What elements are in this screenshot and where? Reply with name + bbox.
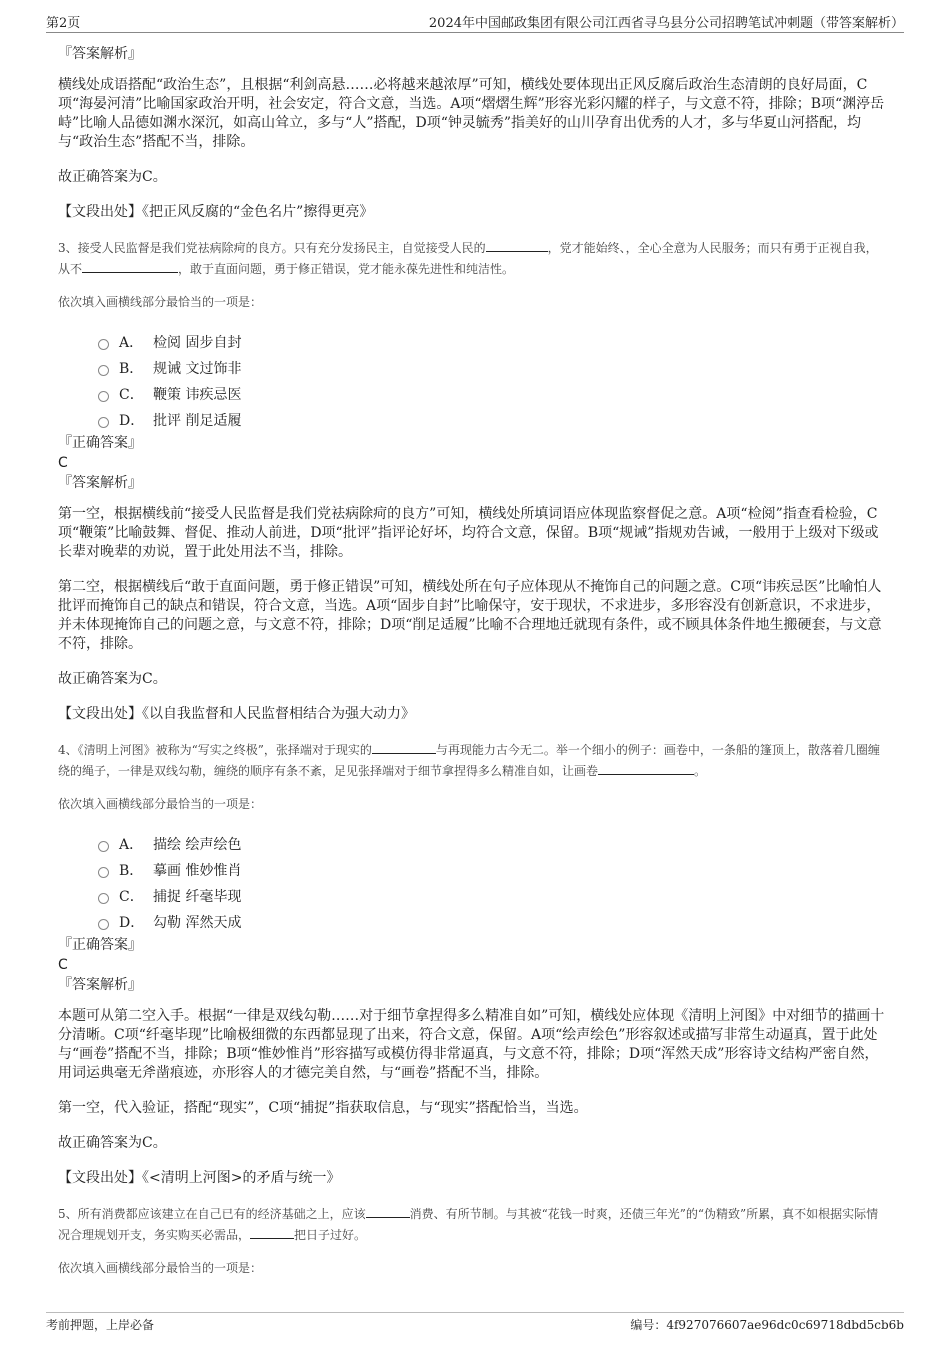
source-citation: 【文段出处】《<清明上河图>的矛盾与统一》: [58, 1170, 341, 1186]
radio-icon[interactable]: [98, 919, 109, 930]
source-citation: 【文段出处】《把正风反腐的“金色名片”擦得更亮》: [58, 204, 374, 220]
question-5-prompt: 依次填入画横线部分最恰当的一项是：: [58, 1261, 263, 1275]
question-5-stem: 5、所有消费都应该建立在自己已有的经济基础之上，应该 消费、有所节制。与其被“花钱一时爽，还债三年光”的“伪精致”所累，真不如根据实际情况合理规划开支，务实购买必需品， 把日子过好。: [58, 1207, 879, 1242]
radio-icon[interactable]: [98, 893, 109, 904]
radio-icon[interactable]: [98, 391, 109, 402]
analysis-label: 『答案解析』: [58, 46, 142, 62]
source-citation: 【文段出处】《以自我监督和人民监督相结合为强大动力》: [58, 706, 415, 722]
radio-icon[interactable]: [98, 365, 109, 376]
footer-slogan: 考前押题，上岸必备: [46, 1318, 155, 1332]
blank-line: [486, 241, 548, 252]
blank-line: [366, 1207, 410, 1218]
option-b[interactable]: B． 摹画 惟妙惟肖: [98, 857, 886, 883]
option-c[interactable]: C． 捕捉 纤毫毕现: [98, 883, 886, 909]
correct-answer-label: 『正确答案』: [58, 435, 142, 451]
document-title: 2024年中国邮政集团有限公司江西省寻乌县分公司招聘笔试冲刺题（带答案解析）: [428, 16, 904, 31]
option-d[interactable]: D． 勾勒 浑然天成: [98, 909, 886, 935]
option-b[interactable]: B． 规诫 文过饰非: [98, 355, 886, 381]
analysis-label: 『答案解析』: [58, 977, 142, 993]
question-4-prompt: 依次填入画横线部分最恰当的一项是：: [58, 797, 263, 811]
correct-answer: C: [58, 957, 68, 973]
question-3-stem: 3、接受人民监督是我们党祛病除疴的良方。只有充分发扬民主，自觉接受人民的 ，党才能始终、，全心全意为人民服务；而只有勇于正视自我，从不 ，敢于直面问题，勇于修正错误，党才能永葆先进性和纯洁性。: [58, 241, 878, 276]
analysis-paragraph: 本题可从第二空入手。根据“一律是双线勾勒……对于细节拿捏得多么精准自如”可知，横线处应体现《清明上河图》中对细节的描画十分清晰。C项“纤毫毕现”比喻极细微的东西都显现了出来，符合文意，保留。A项“绘声绘色”形容叙述或描写非常生动逼真，置于此处与“画卷”搭配不当，排除；B项“惟妙惟肖”形容描写或模仿得非常逼真，与文意不符，排除；D项“浑然天成”形容诗文结构严密自然，用词运典毫无斧凿痕迹，亦形容人的才德完美自然，与“画卷”搭配不当，排除。: [58, 1008, 885, 1081]
analysis-paragraph: 第一空，根据横线前“接受人民监督是我们党祛病除疴的良方”可知，横线处所填词语应体现监察督促之意。A项“检阅”指查看检验，C项“鞭策”比喻鼓舞、督促、推动人前进，D项“批评”指评论好坏，均符合文意，保留。B项“规诫”指规劝告诫，一般用于上级对下级或长辈对晚辈的劝说，置于此处用法不当，排除。: [58, 506, 879, 560]
analysis-label: 『答案解析』: [58, 475, 142, 491]
question-4-stem: 4、《清明上河图》被称为“写实之终极”，张择端对于现实的 与再现能力古今无二。举一个细小的例子：画卷中，一条船的篷顶上，散落着几圈缠绕的绳子，一律是双线勾勒，缠绕的顺序有条不紊，足见张择端对于细节拿捏得多么精准自如，让画卷 。: [58, 743, 880, 778]
conclusion: 故正确答案为C。: [58, 169, 167, 185]
blank-line: [250, 1228, 294, 1239]
page-number: 第2页: [46, 16, 81, 31]
radio-icon[interactable]: [98, 867, 109, 878]
analysis-paragraph: 横线处成语搭配“政治生态”，且根据“利剑高悬……必将越来越浓厚”可知，横线处要体现出正风反腐后政治生态清朗的良好局面，C项“海晏河清”比喻国家政治开明，社会安定，符合文意，当选。A项“熠熠生辉”形容光彩闪耀的样子，与文意不符，排除；B项“渊渟岳峙”比喻人品德如渊水深沉，如高山耸立，多与“人”搭配，D项“钟灵毓秀”指美好的山川孕育出优秀的人才，多与华夏山河搭配，均与“政治生态”搭配不当，排除。: [58, 77, 885, 150]
option-a[interactable]: A． 检阅 固步自封: [98, 329, 886, 355]
option-a[interactable]: A． 描绘 绘声绘色: [98, 831, 886, 857]
blank-line: [82, 262, 178, 273]
question-3-prompt: 依次填入画横线部分最恰当的一项是：: [58, 295, 263, 309]
radio-icon[interactable]: [98, 841, 109, 852]
question-3-options: [98, 329, 886, 433]
analysis-paragraph: 第二空，根据横线后“敢于直面问题，勇于修正错误”可知，横线处所在句子应体现从不掩饰自己的问题之意。C项“讳疾忌医”比喻怕人批评而掩饰自己的缺点和错误，符合文意，当选。A项“固步自封”比喻保守，安于现状，不求进步，多形容没有创新意识，不求进步，并未体现掩饰自己的问题之意，与文意不符，排除；D项“削足适履”比喻不合理地迁就现有条件，或不顾具体条件地生搬硬套，与文意不符，排除。: [58, 579, 882, 652]
option-c[interactable]: C． 鞭策 讳疾忌医: [98, 381, 886, 407]
document-body: [58, 44, 886, 1279]
analysis-paragraph: 第一空，代入验证，搭配“现实”，C项“捕捉”指获取信息，与“现实”搭配恰当，当选。: [58, 1100, 588, 1116]
option-d[interactable]: D． 批评 削足适履: [98, 407, 886, 433]
blank-line: [598, 764, 694, 775]
radio-icon[interactable]: [98, 417, 109, 428]
conclusion: 故正确答案为C。: [58, 671, 167, 687]
question-4-options: [98, 831, 886, 935]
page-footer: [46, 1312, 904, 1332]
document-id: 编号：4f927076607ae96dc0c69718dbd5cb6b: [630, 1318, 904, 1332]
radio-icon[interactable]: [98, 339, 109, 350]
blank-line: [372, 743, 436, 754]
conclusion: 故正确答案为C。: [58, 1135, 167, 1151]
page-header: [46, 10, 904, 33]
correct-answer: C: [58, 455, 68, 471]
correct-answer-label: 『正确答案』: [58, 937, 142, 953]
